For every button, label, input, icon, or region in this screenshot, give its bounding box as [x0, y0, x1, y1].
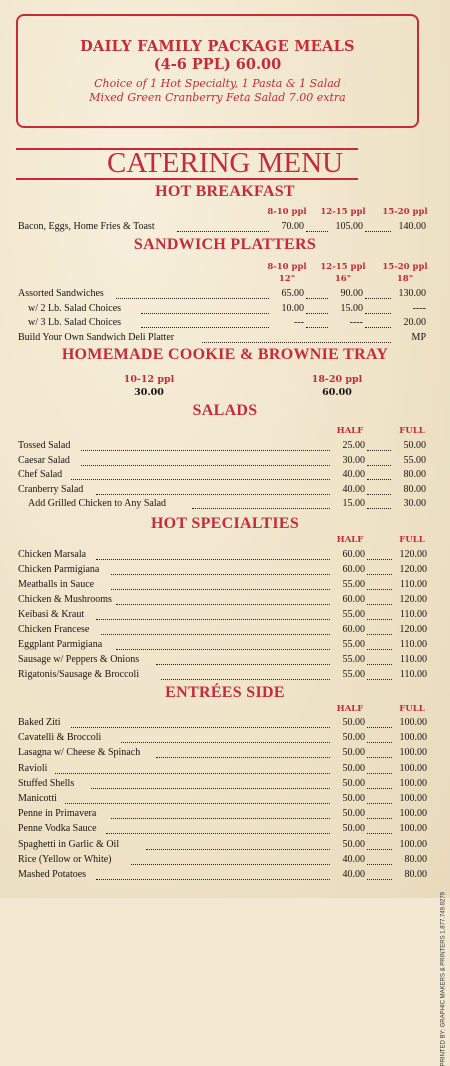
dot-leader: [367, 732, 392, 743]
item-price: 30.00: [342, 454, 365, 466]
dot-leader: [367, 747, 392, 758]
dot-leader: [71, 469, 331, 480]
item-price: 50.00: [342, 732, 365, 744]
dot-leader: [111, 579, 330, 590]
item-name: Spaghetti in Garlic & Oil: [18, 838, 120, 850]
item-price: 100.00: [399, 747, 427, 759]
package-choice: Choice of 1 Hot Specialty, 1 Pasta & 1 Salad: [94, 77, 341, 90]
menu-row: [18, 564, 428, 578]
dot-leader: [306, 288, 328, 299]
menu-row: [18, 469, 428, 483]
item-price: 40.00: [342, 469, 365, 480]
item-price: 110.00: [399, 654, 427, 665]
menu-row: [18, 317, 428, 331]
dot-leader: [367, 839, 392, 850]
item-price: 130.00: [398, 288, 426, 299]
full-header: FULL: [399, 426, 425, 436]
item-name: Meatballs in Sauce: [18, 579, 95, 590]
col-header-2: 12-15 ppl: [320, 262, 366, 272]
dot-leader: [65, 793, 330, 804]
menu-row: [18, 717, 428, 731]
item-name: Sausage w/ Peppers & Onions: [18, 654, 140, 665]
item-name: Chicken & Mushrooms: [18, 594, 112, 605]
menu-row: [18, 498, 428, 512]
item-price: 60.00: [342, 564, 365, 575]
dot-leader: [111, 808, 330, 819]
dot-leader: [365, 221, 391, 232]
full-header: FULL: [399, 704, 425, 714]
dot-leader: [365, 288, 391, 299]
dot-leader: [367, 440, 391, 451]
item-price: 110.00: [399, 579, 427, 590]
cookie-size-1: 10-12 ppl: [123, 374, 175, 385]
item-name: Chicken Francese: [18, 624, 90, 635]
dot-leader: [367, 639, 392, 650]
item-price: 100.00: [399, 808, 427, 820]
cookie-price-2: 60.00: [322, 387, 352, 398]
menu-row: [18, 332, 428, 346]
dot-leader: [367, 763, 392, 774]
dot-leader: [141, 303, 269, 314]
item-price: 50.00: [342, 762, 365, 774]
item-name: Penne Vodka Sauce: [18, 823, 97, 835]
dot-leader: [367, 793, 392, 804]
half-header: HALF: [336, 535, 364, 545]
menu-row: [18, 484, 428, 498]
dot-leader: [131, 854, 330, 865]
item-price: 55.00: [403, 454, 426, 466]
item-price: ----: [349, 317, 363, 328]
item-name: Caesar Salad: [18, 454, 70, 466]
item-name: Keibasi & Kraut: [18, 609, 85, 620]
dot-leader: [367, 609, 392, 620]
menu-row: [18, 549, 428, 563]
menu-row: [18, 747, 428, 761]
dot-leader: [156, 747, 330, 758]
item-price: 50.00: [403, 440, 426, 451]
menu-row: [18, 808, 428, 822]
item-price: 55.00: [342, 579, 365, 590]
item-price: 30.00: [403, 498, 426, 509]
item-price: 100.00: [399, 717, 427, 728]
dot-leader: [367, 469, 391, 480]
package-price: (4-6 PPL) 60.00: [153, 56, 282, 73]
dot-leader: [101, 624, 330, 635]
dot-leader: [367, 808, 392, 819]
item-price: 40.00: [342, 853, 365, 865]
item-name: Build Your Own Sandwich Deli Platter: [18, 331, 175, 343]
dot-leader: [367, 498, 391, 509]
menu-row: [18, 823, 428, 837]
dot-leader: [367, 823, 392, 834]
dot-leader: [202, 332, 391, 343]
item-price: 110.00: [399, 669, 427, 680]
item-name: w/ 3 Lb. Salad Choices: [28, 317, 122, 328]
dot-leader: [367, 778, 392, 789]
item-price: 60.00: [342, 594, 365, 605]
item-price: 80.00: [403, 469, 426, 480]
item-name: Chicken Marsala: [18, 549, 87, 560]
dot-leader: [177, 221, 269, 232]
dot-leader: [306, 317, 328, 328]
dot-leader: [55, 763, 330, 774]
item-name: Add Grilled Chicken to Any Salad: [28, 498, 167, 509]
item-price: 80.00: [404, 869, 427, 880]
item-price: 140.00: [398, 221, 426, 232]
section-hot-breakfast: HOT BREAKFAST: [155, 183, 295, 200]
item-price: 20.00: [403, 317, 426, 328]
item-price: 120.00: [399, 564, 427, 575]
dot-leader: [146, 839, 330, 850]
menu-row: [18, 669, 428, 683]
item-price: 55.00: [342, 639, 365, 650]
col-header-1: 8-10 ppl: [267, 207, 307, 217]
item-price: 70.00: [281, 221, 304, 232]
dot-leader: [367, 549, 392, 560]
item-price: 10.00: [281, 302, 304, 314]
item-price: 15.00: [342, 498, 365, 509]
package-title: DAILY FAMILY PACKAGE MEALS: [80, 38, 355, 55]
item-price: 50.00: [342, 808, 365, 820]
size-header-1: 12": [278, 274, 296, 284]
dot-leader: [81, 440, 330, 451]
item-price: 40.00: [342, 483, 365, 495]
item-name: Ravioli: [18, 762, 48, 774]
dot-leader: [367, 484, 391, 495]
item-price: ----: [412, 302, 426, 314]
item-price: 105.00: [335, 221, 363, 232]
item-price: 65.00: [281, 288, 304, 299]
item-name: Rigatonis/Sausage & Broccoli: [18, 669, 140, 680]
dot-leader: [367, 854, 392, 865]
dot-leader: [367, 669, 392, 680]
section-cookie-tray: HOMEMADE COOKIE & BROWNIE TRAY: [61, 346, 389, 363]
item-price: 120.00: [399, 624, 427, 635]
dot-leader: [367, 455, 391, 466]
dot-leader: [367, 624, 392, 635]
menu-row: [18, 869, 428, 883]
item-name: Lasagna w/ Cheese & Spinach: [18, 747, 141, 759]
col-header-3: 15-20 ppl: [382, 262, 428, 272]
menu-row: [18, 624, 428, 638]
size-header-3: 18": [396, 274, 414, 284]
dot-leader: [96, 549, 330, 560]
menu-row: [18, 778, 428, 792]
item-name: Cavatelli & Broccoli: [18, 732, 102, 744]
item-price: 40.00: [342, 869, 365, 880]
cookie-size-2: 18-20 ppl: [311, 374, 363, 385]
item-name: w/ 2 Lb. Salad Choices: [28, 302, 122, 314]
dot-leader: [365, 317, 391, 328]
item-price: 110.00: [399, 609, 427, 620]
item-price: 60.00: [342, 549, 365, 560]
dot-leader: [121, 732, 330, 743]
dot-leader: [116, 594, 330, 605]
item-price: 100.00: [399, 762, 427, 774]
menu-row: [18, 839, 428, 853]
dot-leader: [141, 317, 269, 328]
item-price: 25.00: [342, 440, 365, 451]
item-price: 90.00: [340, 288, 363, 299]
dot-leader: [91, 778, 330, 789]
dot-leader: [367, 564, 392, 575]
dot-leader: [365, 303, 391, 314]
menu-row: [18, 639, 428, 653]
item-price: 100.00: [399, 823, 427, 835]
menu-row: [18, 440, 428, 454]
menu-row: [18, 609, 428, 623]
dot-leader: [116, 288, 269, 299]
item-price: 110.00: [399, 639, 427, 650]
item-name: Stuffed Shells: [18, 777, 75, 789]
item-name: Mashed Potatoes: [18, 869, 87, 880]
item-price: 120.00: [399, 594, 427, 605]
printer-credit: PRINTED BY: GRAPHIC MAKERS & PRINTERS 1.877.749.9279: [440, 892, 446, 1066]
item-price: 100.00: [399, 777, 427, 789]
dot-leader: [161, 669, 330, 680]
package-extra: Mixed Green Cranberry Feta Salad 7.00 extra: [89, 91, 346, 104]
item-price: 50.00: [342, 823, 365, 835]
item-name: Assorted Sandwiches: [18, 288, 104, 299]
dot-leader: [367, 654, 392, 665]
item-price: 50.00: [342, 793, 365, 804]
item-price: 80.00: [403, 483, 426, 495]
dot-leader: [71, 717, 331, 728]
dot-leader: [306, 221, 328, 232]
dot-leader: [156, 654, 330, 665]
dot-leader: [192, 498, 330, 509]
item-price: 50.00: [342, 717, 365, 728]
menu-row: [18, 594, 428, 608]
item-name: Baked Ziti: [18, 717, 61, 728]
item-price: 100.00: [399, 793, 427, 804]
item-name: Manicotti: [18, 793, 57, 804]
half-header: HALF: [336, 426, 364, 436]
dot-leader: [106, 823, 330, 834]
item-price: 50.00: [342, 838, 365, 850]
page-title: CATERING MENU: [106, 147, 344, 179]
menu-row: [18, 455, 428, 469]
dot-leader: [96, 484, 330, 495]
item-price: 50.00: [342, 747, 365, 759]
menu-row: [18, 303, 428, 317]
item-price: 55.00: [342, 669, 365, 680]
cookie-price-1: 30.00: [134, 387, 164, 398]
menu-row: [18, 654, 428, 668]
dot-leader: [306, 303, 328, 314]
menu-row: [18, 221, 428, 235]
item-price: 100.00: [399, 838, 427, 850]
dot-leader: [367, 717, 392, 728]
dot-leader: [116, 639, 330, 650]
item-price: 60.00: [342, 624, 365, 635]
size-header-2: 16": [334, 274, 352, 284]
item-price: 100.00: [399, 732, 427, 744]
menu-row: [18, 732, 428, 746]
item-name: Eggplant Parmigiana: [18, 639, 103, 650]
item-name: Penne in Primavera: [18, 808, 97, 820]
dot-leader: [367, 594, 392, 605]
item-price: 120.00: [399, 549, 427, 560]
col-header-1: 8-10 ppl: [267, 262, 307, 272]
dot-leader: [96, 609, 330, 620]
dot-leader: [96, 869, 330, 880]
menu-row: [18, 854, 428, 868]
menu-row: [18, 763, 428, 777]
col-header-3: 15-20 ppl: [382, 207, 428, 217]
item-name: Chef Salad: [18, 469, 63, 480]
dot-leader: [367, 869, 392, 880]
dot-leader: [111, 564, 330, 575]
item-name: Bacon, Eggs, Home Fries & Toast: [18, 221, 155, 232]
menu-row: [18, 579, 428, 593]
item-name: Rice (Yellow or White): [18, 853, 112, 865]
half-header: HALF: [336, 704, 364, 714]
item-name: Tossed Salad: [18, 440, 71, 451]
dot-leader: [367, 579, 392, 590]
menu-row: [18, 793, 428, 807]
section-entrees-side: ENTRÉES SIDE: [165, 684, 285, 701]
section-sandwich-platters: SANDWICH PLATTERS: [133, 236, 317, 253]
item-name: Chicken Parmigiana: [18, 564, 100, 575]
item-price: 50.00: [342, 777, 365, 789]
section-salads: SALADS: [192, 402, 258, 419]
col-header-2: 12-15 ppl: [320, 207, 366, 217]
item-price: 80.00: [404, 853, 427, 865]
item-price: 15.00: [340, 302, 363, 314]
family-package-box: [16, 14, 419, 128]
item-price: 55.00: [342, 609, 365, 620]
item-price: MP: [411, 331, 426, 343]
dot-leader: [81, 455, 330, 466]
item-price: ---: [294, 317, 304, 328]
section-hot-specialties: HOT SPECIALTIES: [150, 515, 300, 532]
item-price: 55.00: [342, 654, 365, 665]
item-name: Cranberry Salad: [18, 483, 84, 495]
full-header: FULL: [399, 535, 425, 545]
menu-row: [18, 288, 428, 302]
